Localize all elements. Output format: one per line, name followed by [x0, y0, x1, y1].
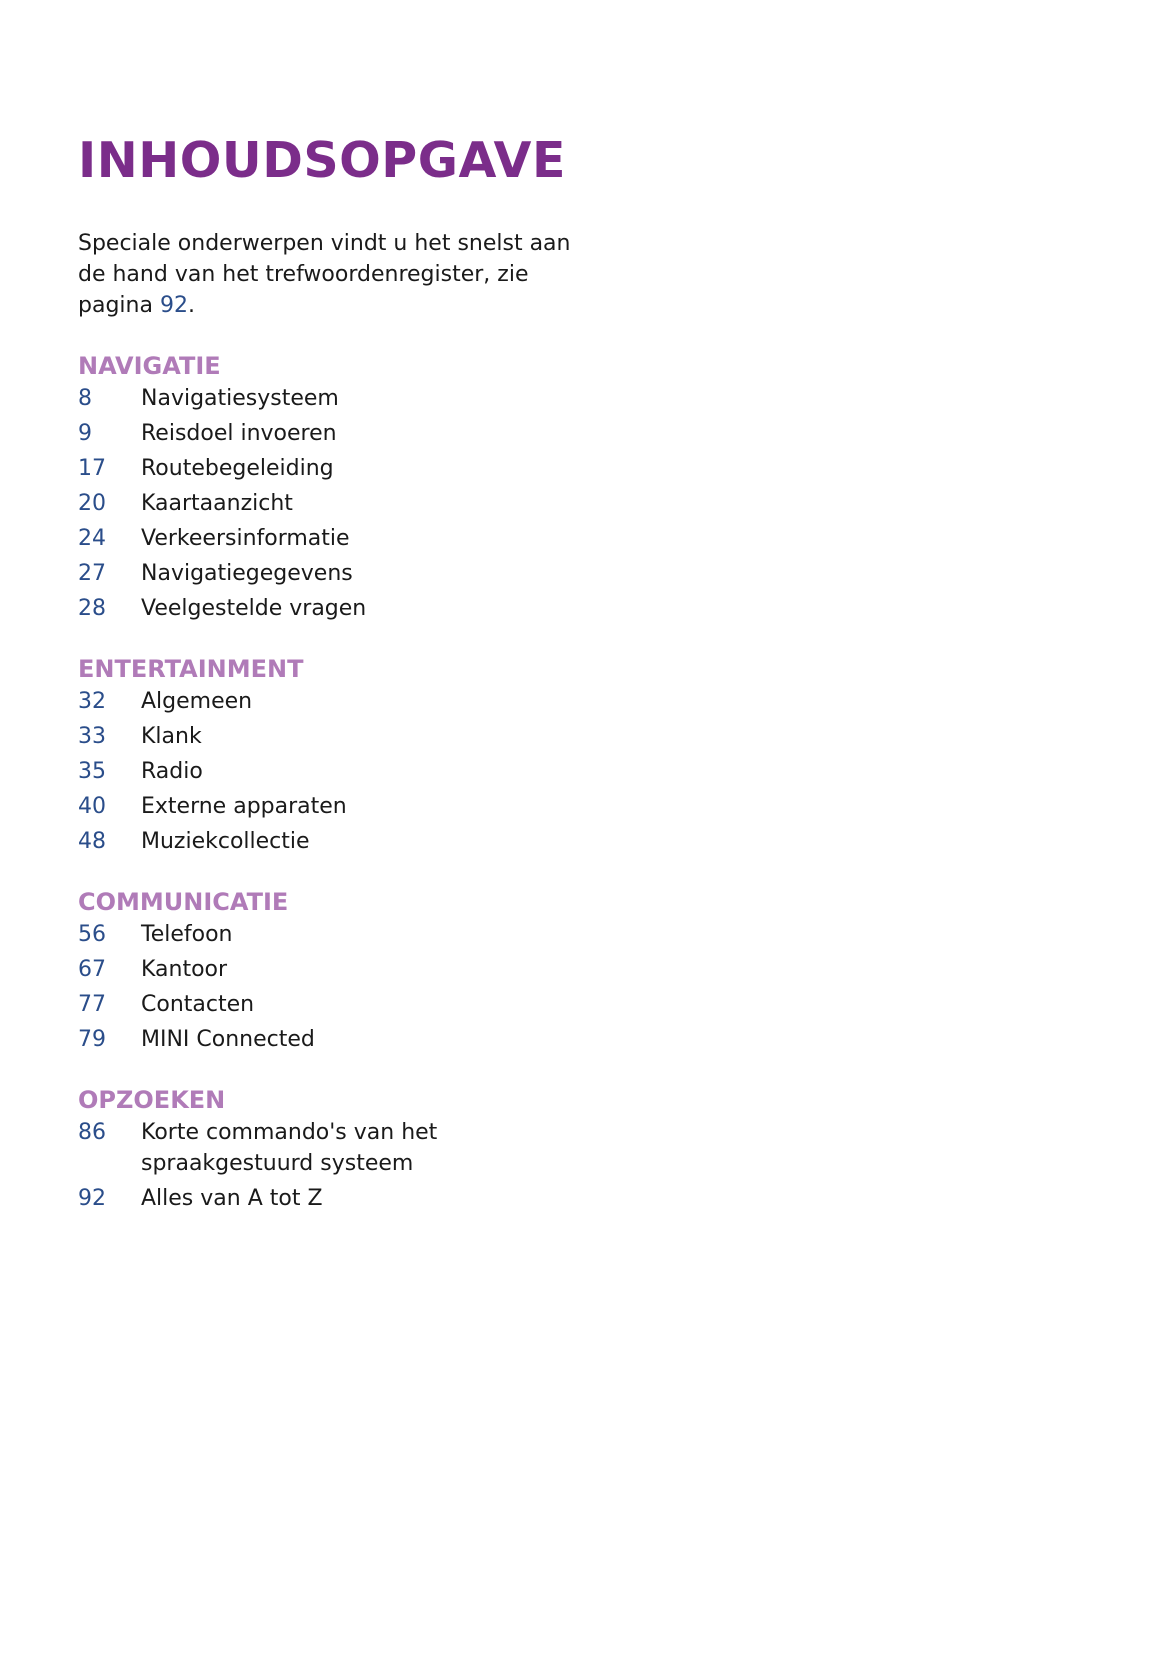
toc-entry-label: Routebegeleiding: [141, 456, 334, 481]
toc-entry-label: Alles van A tot Z: [141, 1186, 323, 1211]
toc-entry[interactable]: [78, 1183, 618, 1214]
toc-entry[interactable]: [78, 558, 618, 589]
toc-page-number: 92: [78, 1186, 106, 1211]
section-heading: OPZOEKEN: [78, 1086, 226, 1114]
page-title: INHOUDSOPGAVE: [78, 132, 566, 189]
toc-list: [78, 686, 618, 857]
toc-page-number: 33: [78, 724, 106, 749]
toc-page-number: 24: [78, 526, 106, 551]
toc-entry[interactable]: [78, 919, 618, 950]
toc-entry-label: Telefoon: [141, 922, 233, 947]
toc-entry[interactable]: [78, 453, 618, 484]
intro-text: Speciale onderwerpen vindt u het snelst aan de hand van het trefwoordenregister, zie pagina: [78, 231, 571, 318]
toc-section-communicatie: [78, 885, 618, 1055]
toc-section-navigatie: [78, 349, 618, 624]
toc-entry-label: Algemeen: [141, 689, 253, 714]
toc-entry-label: Reisdoel invoeren: [141, 421, 337, 446]
toc-page-number: 79: [78, 1027, 106, 1052]
toc-entry[interactable]: [78, 721, 618, 752]
toc-entry-label: Muziekcollectie: [141, 829, 310, 854]
toc-page-number: 67: [78, 957, 106, 982]
toc-entry-label: Veelgestelde vragen: [141, 596, 367, 621]
section-heading: ENTERTAINMENT: [78, 655, 304, 683]
index-page-link[interactable]: 92: [159, 293, 188, 318]
toc-entry[interactable]: [78, 686, 618, 717]
section-heading: NAVIGATIE: [78, 352, 221, 380]
toc-entry[interactable]: [78, 523, 618, 554]
toc-entry[interactable]: [78, 989, 618, 1020]
toc-entry-label: Kantoor: [141, 957, 228, 982]
toc-entry[interactable]: [78, 1117, 618, 1179]
toc-entry-label: MINI Connected: [141, 1027, 315, 1052]
toc-entry[interactable]: [78, 791, 618, 822]
toc-page-number: 8: [78, 386, 92, 411]
toc-list: [78, 383, 618, 624]
toc-page-number: 9: [78, 421, 92, 446]
toc-entry[interactable]: [78, 826, 618, 857]
toc-page: [78, 128, 618, 1218]
toc-entry-label: Externe apparaten: [141, 794, 347, 819]
toc-page-number: 20: [78, 491, 106, 516]
toc-entry[interactable]: [78, 756, 618, 787]
toc-page-number: 40: [78, 794, 106, 819]
toc-entry-label: Navigatiegegevens: [141, 561, 353, 586]
toc-entry[interactable]: [78, 954, 618, 985]
toc-page-number: 28: [78, 596, 106, 621]
toc-entry-label: Verkeersinformatie: [141, 526, 350, 551]
toc-section-entertainment: [78, 652, 618, 857]
toc-page-number: 32: [78, 689, 106, 714]
toc-page-number: 86: [78, 1120, 106, 1145]
toc-entry-label: Kaartaanzicht: [141, 491, 293, 516]
toc-entry-label: Radio: [141, 759, 203, 784]
section-heading: COMMUNICATIE: [78, 888, 289, 916]
toc-section-opzoeken: [78, 1083, 618, 1214]
toc-entry[interactable]: [78, 418, 618, 449]
toc-entry[interactable]: [78, 593, 618, 624]
toc-page-number: 35: [78, 759, 106, 784]
toc-list: [78, 1117, 618, 1214]
toc-page-number: 48: [78, 829, 106, 854]
intro-text-end: .: [187, 293, 195, 318]
toc-entry-label: Korte commando's van het spraakgestuurd systeem: [141, 1120, 438, 1176]
toc-entry-label: Klank: [141, 724, 202, 749]
toc-page-number: 17: [78, 456, 106, 481]
toc-entry[interactable]: [78, 488, 618, 519]
toc-page-number: 56: [78, 922, 106, 947]
toc-entry[interactable]: [78, 383, 618, 414]
toc-page-number: 77: [78, 992, 106, 1017]
toc-entry-label: Navigatiesysteem: [141, 386, 339, 411]
toc-entry-label: Contacten: [141, 992, 255, 1017]
toc-page-number: 27: [78, 561, 106, 586]
toc-list: [78, 919, 618, 1055]
intro-paragraph: [78, 228, 598, 321]
toc-entry[interactable]: [78, 1024, 618, 1055]
